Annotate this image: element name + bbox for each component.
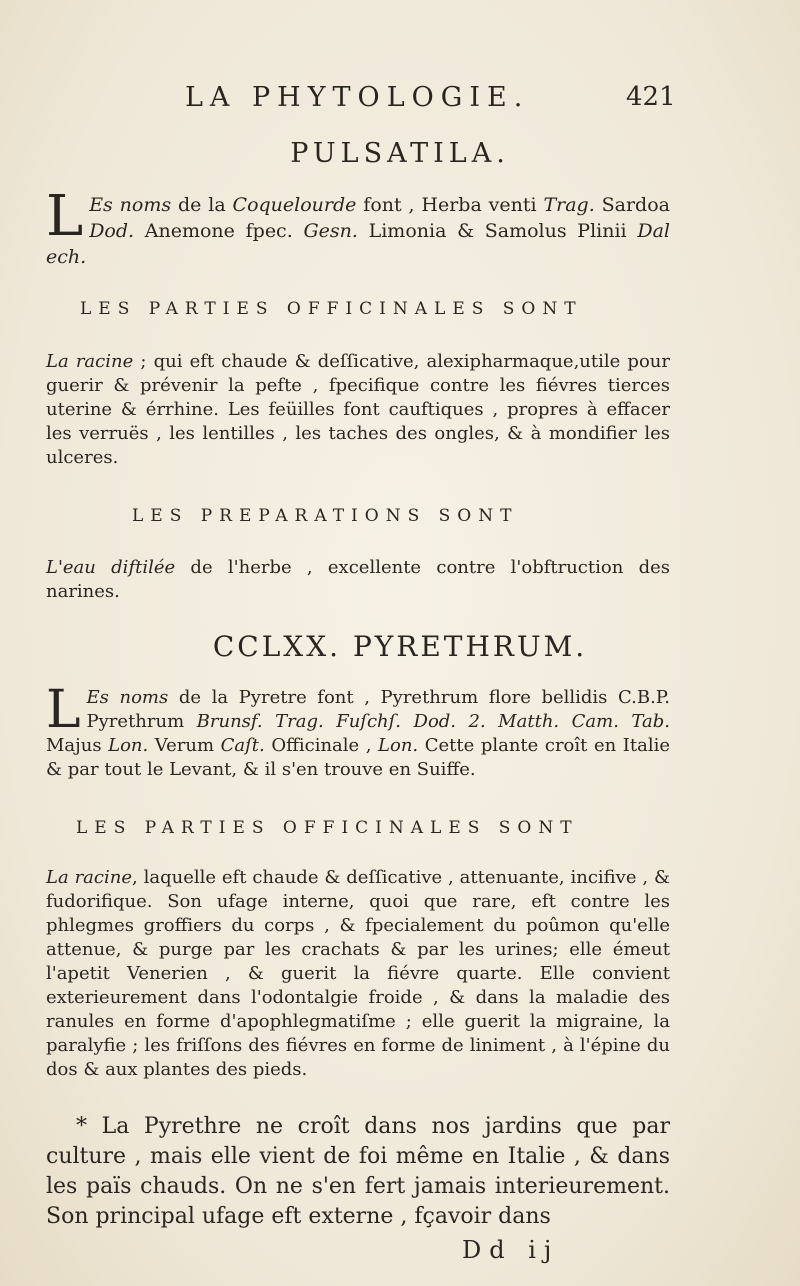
pulsatila-preparations-text: L'eau diftilée de l'herbe , excellente contre l'obftruction des narines. [46,557,670,602]
section-heading-parties-2: LES PARTIES OFFICINALES SONT [76,818,579,838]
pyrethrum-note: * La Pyrethre ne croît dans nos jardins que par culture , mais elle vient de foi même en Italie , & dans les païs chauds. On ne s'en fert jamais interieurement. Son principal ufage eft externe , fçavoir dans [46,1114,670,1229]
pyrethrum-intro: L Es noms de la Pyretre font , Pyrethrum flore bellidis C.B.P. Pyrethrum Brunsf. Trag. Fuſchſ. Dod. 2. Matth. Cam. Tab. Majus Lon. Verum Caſt. Officinale , Lon. Cette plante croît en Italie & par tout le Levant, & il s'en trouve en Suiffe. [46,680,670,780]
pulsatila-intro: L Es noms de la Coquelourde font , Herba venti Trag. Sardoa Dod. Anemone fpec. Gesn. Limonia & Samolus Plinii Dal ech. [46,184,670,268]
dropcap: L [46,184,84,249]
pulsatila-parties-text: La racine ; qui eft chaude & deſſicative, alexipharmaque,utile pour guerir & prévenir la pefte , fpecifique contre les fiévres tierces uterine & érrhine. Les feüilles font cauftiques , propres à effacer les verruës , les lentilles , les taches des ongles, & à mondifier les ulceres. [46,351,670,468]
section-heading-parties: LES PARTIES OFFICINALES SONT [80,299,583,319]
pyrethrum-parties-text: La racine, laquelle eft chaude & deſſicative , attenuante, incifive , & fudorifique. Son ufage interne, quoi que rare, eft contre les phlegmes groffiers du corps , & fpecialement du poûmon qu'elle attenue, & purge par les crachats & par les urines; elle émeut l'apetit Venerien , & guerit la fiévre quarte. Elle convient exterieurement dans l'odontalgie froide , & dans la maladie des ranules en forme d'apophlegmatiſme ; elle guerit la migraine, la paralyfie ; les friſſons des fiévres en forme de liniment , à l'épine du dos & aux plantes des pieds. [46,867,670,1080]
section-title-pyrethrum: CCLXX. PYRETHRUM. [212,630,588,663]
signature-mark: Dd ij [462,1236,560,1264]
section-heading-preparations: LES PREPARATIONS SONT [132,506,519,526]
page-number: 421 [626,82,676,112]
running-title: LA PHYTOLOGIE. [185,82,530,113]
dropcap: L [46,680,81,740]
section-title-pulsatila: PULSATILA. [290,138,510,169]
